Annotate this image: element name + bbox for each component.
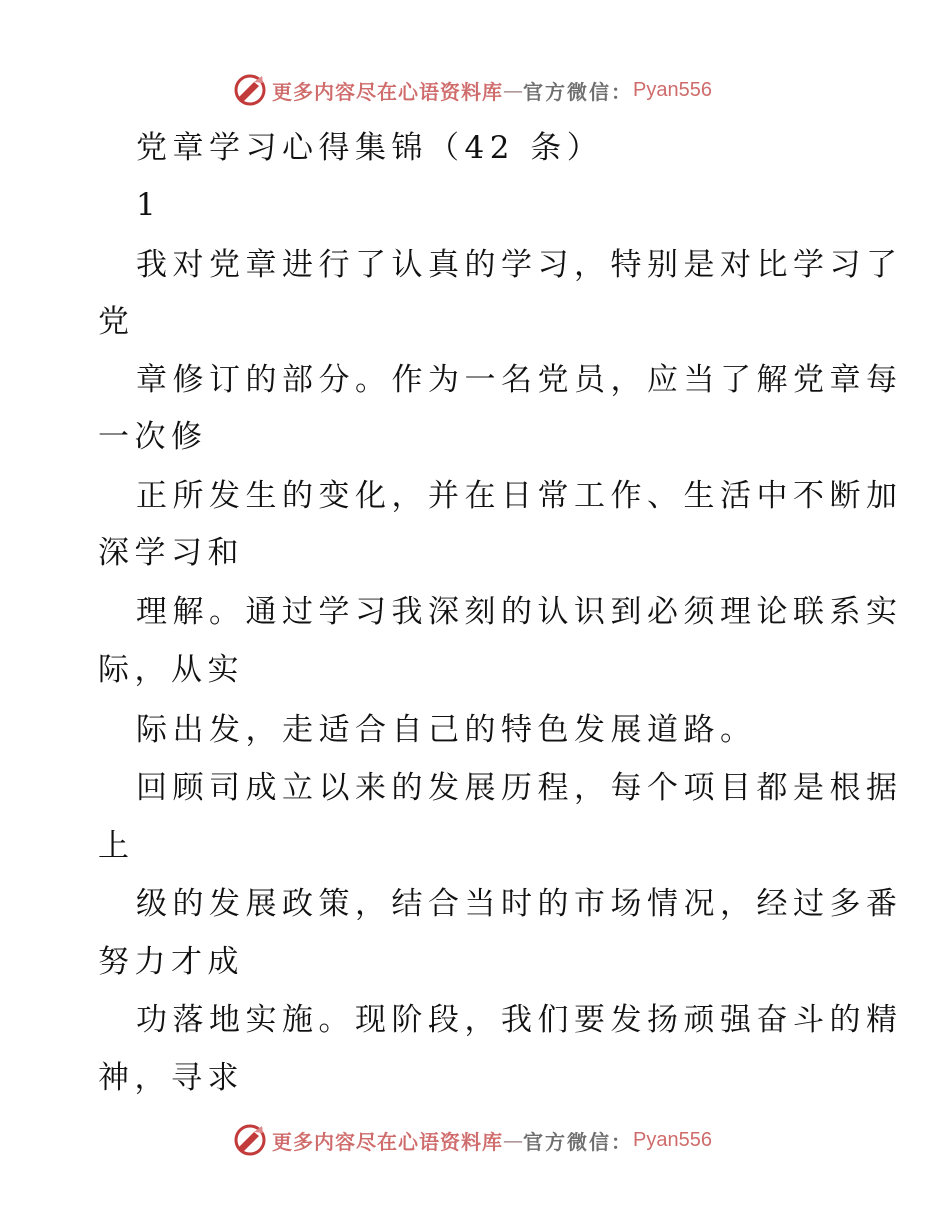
footer-wechat-account: Pyan556 bbox=[633, 1128, 712, 1151]
footer-wechat-label: 官方微信： bbox=[523, 1129, 633, 1154]
section-number: 1 bbox=[136, 187, 162, 223]
paragraph-line: 际出发，走适合自己的特色发展道路。 bbox=[136, 712, 757, 748]
footer-banner bbox=[232, 1120, 712, 1160]
header-site-name: 更多内容尽在心语资料库 bbox=[272, 79, 503, 104]
header-wechat-account: Pyan556 bbox=[633, 78, 712, 101]
paragraph-line: 功落地实施。现阶段，我们要发扬顽强奋斗的精 bbox=[136, 1002, 903, 1038]
paragraph-line: 回顾司成立以来的发展历程，每个项目都是根据 bbox=[136, 770, 903, 806]
paragraph-line: 理解。通过学习我深刻的认识到必须理论联系实 bbox=[136, 594, 903, 630]
header-separator: — bbox=[503, 78, 523, 102]
footer-separator: — bbox=[503, 1128, 523, 1152]
paragraph-line: 章修订的部分。作为一名党员，应当了解党章每 bbox=[136, 362, 903, 398]
paragraph-line: 正所发生的变化，并在日常工作、生活中不断加 bbox=[136, 478, 903, 514]
paragraph-line: 级的发展政策，结合当时的市场情况，经过多番 bbox=[136, 886, 903, 922]
paragraph-line: 深学习和 bbox=[98, 535, 244, 571]
paragraph-line: 际，从实 bbox=[98, 652, 244, 688]
paragraph-line: 一次修 bbox=[98, 419, 208, 455]
pen-logo-icon bbox=[232, 1122, 268, 1158]
header-banner bbox=[232, 70, 712, 110]
document-title: 党章学习心得集锦（42 条） bbox=[136, 130, 604, 166]
paragraph-line: 我对党章进行了认真的学习，特别是对比学习了 bbox=[136, 247, 903, 283]
footer-site-name: 更多内容尽在心语资料库 bbox=[272, 1129, 503, 1154]
paragraph-line: 上 bbox=[98, 828, 135, 864]
paragraph-line: 党 bbox=[98, 304, 135, 340]
header-wechat-label: 官方微信： bbox=[523, 79, 633, 104]
paragraph-line: 神，寻求 bbox=[98, 1060, 244, 1096]
pen-logo-icon bbox=[232, 72, 268, 108]
paragraph-line: 努力才成 bbox=[98, 944, 244, 980]
